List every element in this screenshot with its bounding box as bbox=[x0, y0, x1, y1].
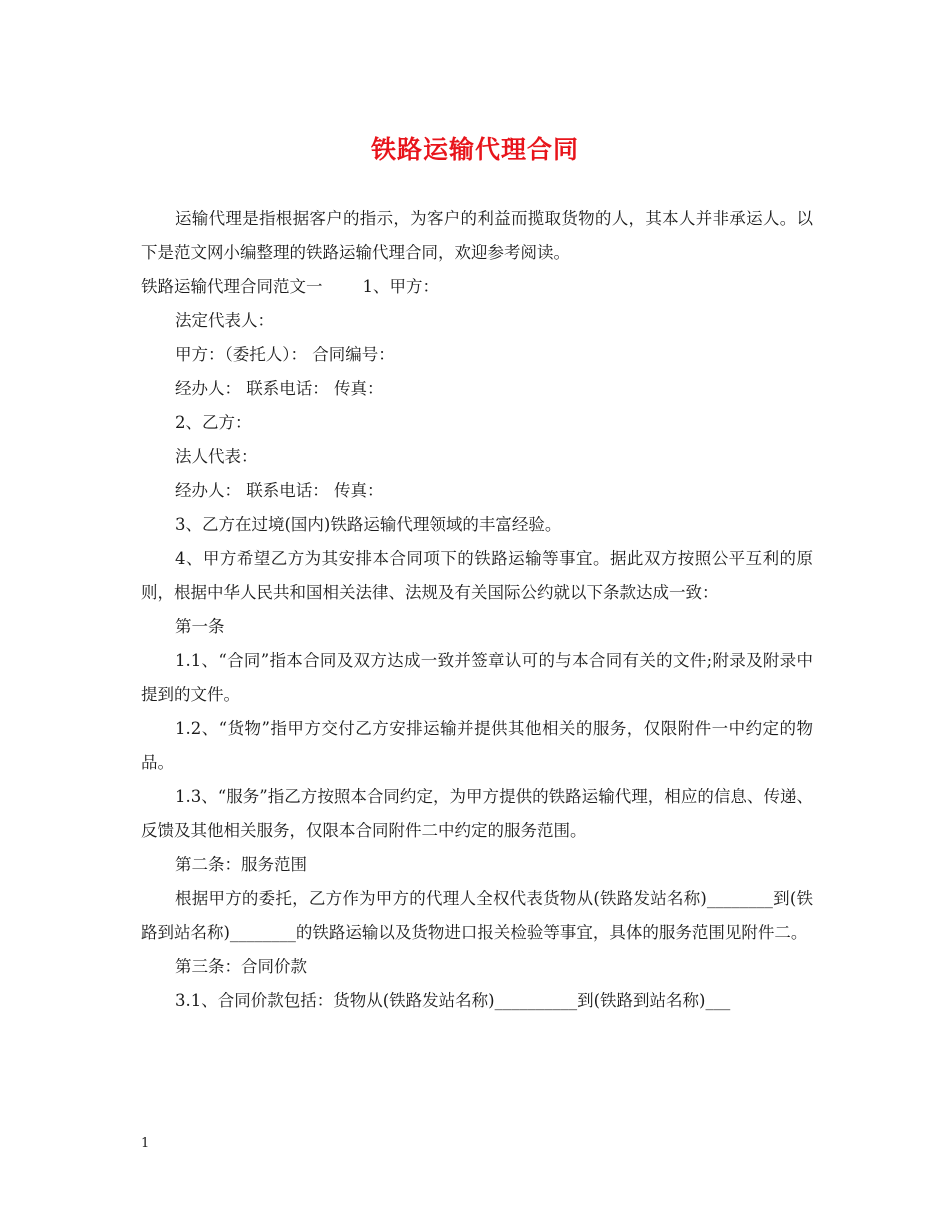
party-a-heading: 1、甲方： bbox=[362, 277, 439, 296]
party-a-client-line: 甲方：（委托人）： 合同编号： bbox=[175, 345, 395, 364]
service-scope-paragraph: 根据甲方的委托，乙方作为甲方的代理人全权代表货物从(铁路发站名称)________到(铁路到站名称)________的铁路运输以及货物进口报关检验等事宜，具体的服务范围见附件二。 bbox=[141, 889, 813, 942]
page-number: 1 bbox=[141, 1136, 150, 1151]
party-b-heading: 2、乙方： bbox=[175, 413, 252, 432]
definition-1-3-paragraph: 1.3、“服务”指乙方按照本合同约定，为甲方提供的铁路运输代理，相应的信息、传递、反馈及其他相关服务，仅限本合同附件二中约定的服务范围。 bbox=[141, 787, 813, 840]
article-3-heading: 第三条：合同价款 bbox=[175, 957, 307, 976]
article-2-heading: 第二条：服务范围 bbox=[175, 855, 307, 874]
sample-heading: 铁路运输代理合同范文一 bbox=[141, 277, 323, 296]
clause-4-paragraph: 4、甲方希望乙方为其安排本合同项下的铁路运输等事宜。据此双方按照公平互利的原则，根据中华人民共和国相关法律、法规及有关国际公约就以下条款达成一致： bbox=[141, 549, 813, 602]
article-1-heading: 第一条 bbox=[175, 617, 225, 636]
party-a-contact-line: 经办人： 联系电话： 传真： bbox=[175, 379, 384, 398]
intro-paragraph: 运输代理是指根据客户的指示，为客户的利益而揽取货物的人，其本人并非承运人。以下是范文网小编整理的铁路运输代理合同，欢迎参考阅读。 bbox=[141, 209, 813, 262]
document-body bbox=[141, 202, 813, 1018]
section-heading-line bbox=[141, 270, 813, 304]
legal-representative-line: 法定代表人： bbox=[175, 311, 274, 330]
definition-1-1-paragraph: 1.1、“合同”指本合同及双方达成一致并签章认可的与本合同有关的文件;附录及附录中提到的文件。 bbox=[141, 651, 813, 704]
document-title: 铁路运输代理合同 bbox=[370, 135, 579, 164]
party-b-contact-line: 经办人： 联系电话： 传真： bbox=[175, 481, 384, 500]
clause-3-paragraph: 3、乙方在过境(国内)铁路运输代理领域的丰富经验。 bbox=[175, 515, 562, 534]
party-b-representative-line: 法人代表： bbox=[175, 447, 258, 466]
price-3-1-paragraph: 3.1、合同价款包括：货物从(铁路发站名称)__________到(铁路到站名称)___ bbox=[175, 991, 731, 1010]
definition-1-2-paragraph: 1.2、“货物”指甲方交付乙方安排运输并提供其他相关的服务，仅限附件一中约定的物品。 bbox=[141, 719, 813, 772]
